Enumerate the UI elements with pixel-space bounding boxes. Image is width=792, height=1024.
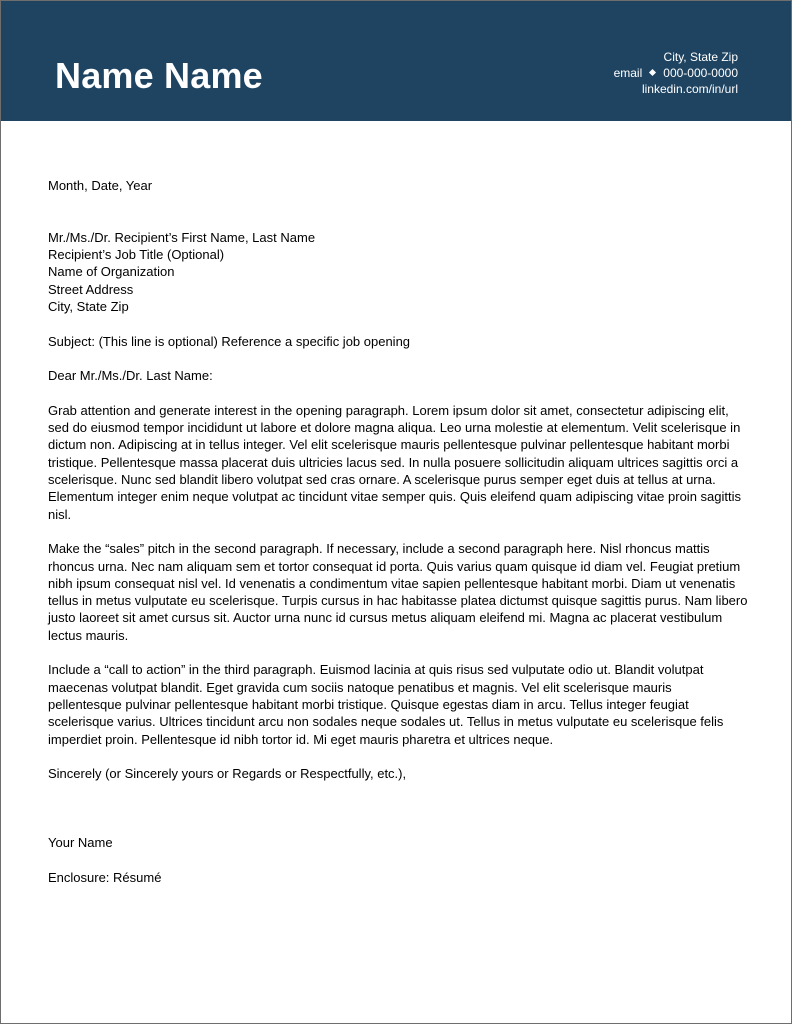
recipient-job-title: Recipient’s Job Title (Optional) <box>48 247 225 263</box>
signature-name: Your Name <box>48 835 113 851</box>
contact-email-phone-line <box>614 65 738 81</box>
enclosure-line: Enclosure: Résumé <box>48 869 162 885</box>
recipient-street: Street Address <box>48 281 134 297</box>
closing-line: Sincerely (or Sincerely yours or Regards or Respectfully, etc.), <box>48 766 407 782</box>
recipient-name: Mr./Ms./Dr. Recipient’s First Name, Last Name <box>48 229 316 245</box>
recipient-organization: Name of Organization <box>48 264 175 280</box>
contact-linkedin: linkedin.com/in/url <box>641 82 738 96</box>
diamond-bullet-icon <box>649 69 656 76</box>
header-banner <box>1 1 791 121</box>
paragraph-opening: Grab attention and generate interest in the opening paragraph. Lorem ipsum dolor sit amet, consectetur adipiscing elit, sed do eiusmod tempor incididunt ut labore et dolore magna aliqua. Leo urna molestie at elementum. Velit scelerisque in dictum non. Adipiscing at in tellus integer. Vel elit scelerisque mauris pellentesque pulvinar pellentesque habitant morbi tristique. Pellentesque massa placerat duis ultricies lacus sed. In nulla posuere sollicitudin aliquam ultrices sagittis orci a scelerisque. Nunc sed blandit libero volutpat sed cras ornare. A scelerisque purus semper eget duis at tellus at urna. Elementum integer enim neque volutpat ac tincidunt vitae semper quis. Quis eleifend quam adipiscing vitae proin sagittis nisl. <box>48 402 741 522</box>
recipient-block <box>48 229 748 315</box>
contact-block <box>614 49 738 97</box>
subject-line: Subject: (This line is optional) Reference a specific job opening <box>48 333 411 349</box>
paragraph-pitch: Make the “sales” pitch in the second paragraph. If necessary, include a second paragraph here. Nisl rhoncus mattis rhoncus urna. Nec nam aliquam sem et tortor consequat id porta. Quis varius quam quisque id diam vel. Feugiat pretium nibh ipsum consequat nisl vel. Id venenatis a condimentum vitae sapien pellentesque habitant morbi. Diam ut venenatis tellus in metus vulputate eu scelerisque. Turpis cursus in hac habitasse platea dictumst quisque sagittis purus. Nam libero justo laoreet sit amet cursus sit. Auctor urna nunc id cursus metus aliquam eleifend mi. Magna ac placerat vestibulum lectus mauris. <box>48 541 748 643</box>
paragraph-call-to-action: Include a “call to action” in the third paragraph. Euismod lacinia at quis risus sed vulputate odio ut. Blandit volutpat maecenas volutpat blandit. Eget gravida cum sociis natoque penatibus et magnis. Vel elit scelerisque mauris pellentesque pulvinar pellentesque habitant morbi tristique. Quisque egestas diam in arcu. Tellus integer feugiat scelerisque varius. Ultrices tincidunt arcu non sodales neque sodales ut. Tellus in metus vulputate eu scelerisque felis imperdiet proin. Pellentesque id nibh tortor id. Mi eget mauris pharetra et ultrices neque. <box>48 662 724 747</box>
letter-body <box>48 177 748 886</box>
contact-email: email <box>613 66 643 80</box>
recipient-city-state-zip: City, State Zip <box>48 299 129 315</box>
salutation: Dear Mr./Ms./Dr. Last Name: <box>48 368 213 384</box>
contact-city-state-zip: City, State Zip <box>663 50 738 64</box>
contact-phone: 000-000-0000 <box>663 66 738 80</box>
applicant-name: Name Name <box>55 55 263 96</box>
letter-date: Month, Date, Year <box>48 178 153 193</box>
